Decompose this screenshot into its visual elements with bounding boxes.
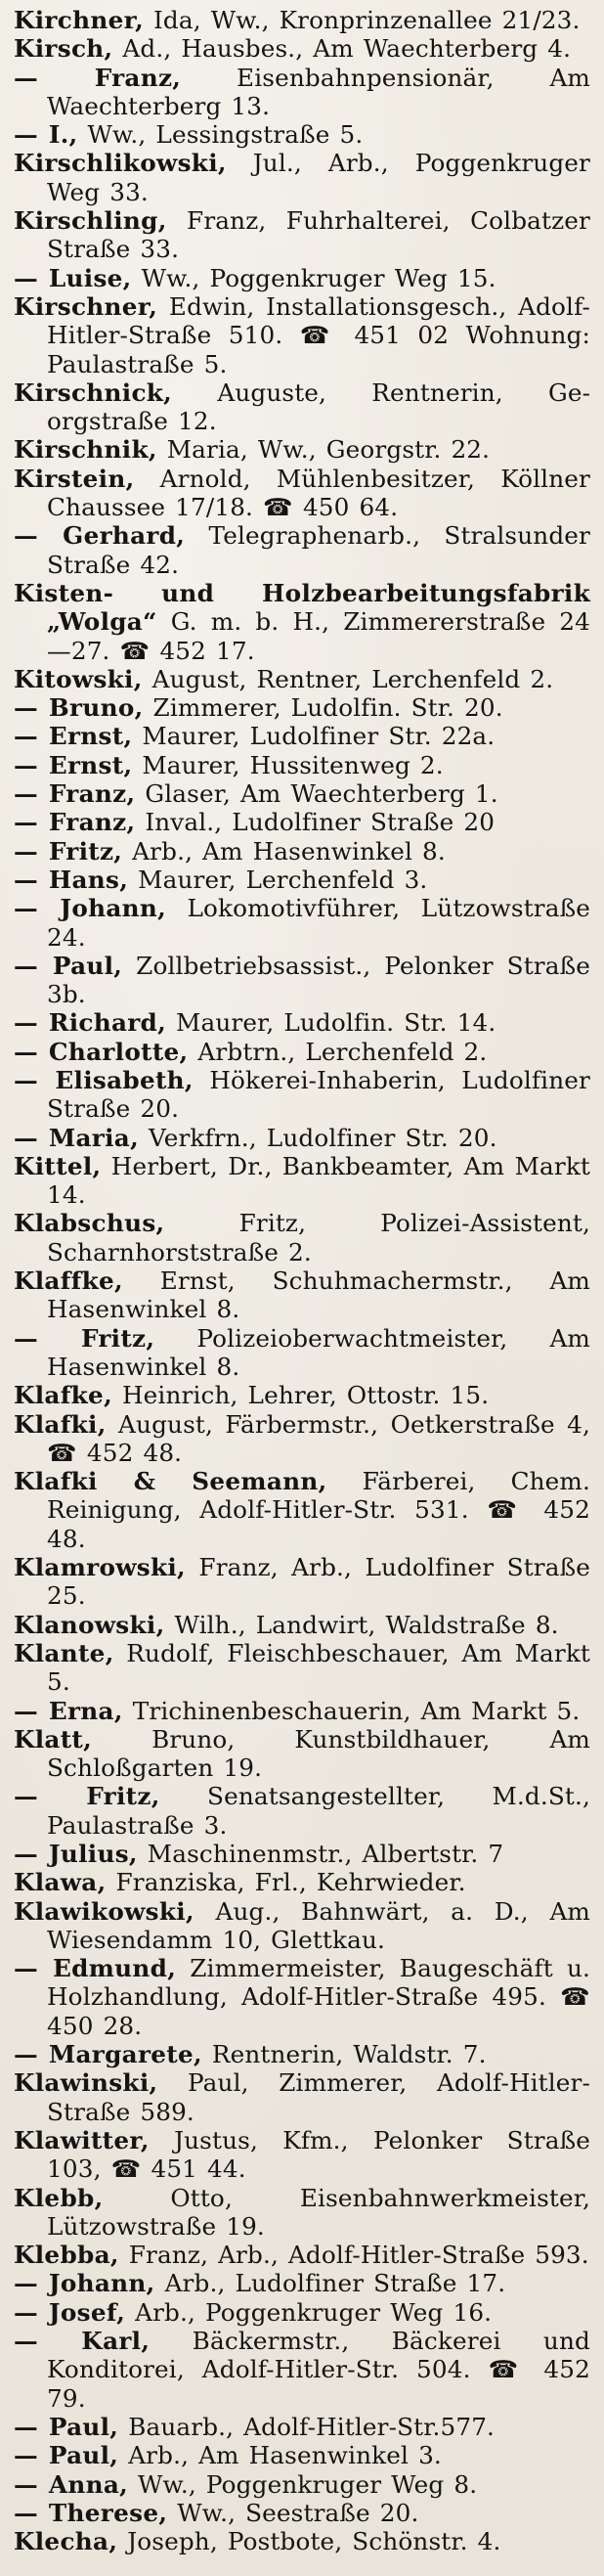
- entry-details: Bäckermstr., Bäckerei und Konditorei, Adolf-Hitler-Str. 504. ☎ 452 79.: [47, 2327, 590, 2413]
- entry-name: — Franz,: [14, 779, 136, 809]
- entry-name: Kirstein,: [14, 464, 135, 493]
- entry-name: Klafki & Seemann,: [14, 1467, 327, 1496]
- entry-name: Klatt,: [14, 1724, 93, 1754]
- entry-name: Kittel,: [14, 1151, 102, 1180]
- directory-entry: [14, 1840, 590, 1868]
- entry-details: Franz, Fuhrhalterei, Colbatzer Straße 33.: [47, 206, 590, 264]
- entry-details: Edwin, Installationsgesch., Adolf-Hitler-Straße 510. ☎ 451 02 Wohnung: Paulastraße 5.: [47, 291, 590, 378]
- entry-details: Justus, Kfm., Pelonker Straße 103, ☎ 451 44.: [47, 2125, 590, 2184]
- entry-details: Rudolf, Fleischbeschauer, Am Markt 5.: [47, 1638, 590, 1697]
- entry-name: — Edmund,: [14, 1954, 177, 1983]
- entry-name: — Franz,: [14, 63, 182, 92]
- entry-details: Polizeioberwachtmeister, Am Hasenwinkel 8.: [47, 1323, 590, 1381]
- entry-details: Wilh., Landwirt, Waldstraße 8.: [164, 1610, 559, 1639]
- directory-entry: [14, 1611, 590, 1639]
- directory-entry: [14, 2040, 590, 2068]
- directory-entry: [14, 149, 590, 206]
- directory-entry: [14, 1266, 590, 1324]
- entry-name: — Karl,: [14, 2327, 151, 2356]
- entry-details: Ernst, Schuhmachermstr., Am Hasenwinkel 8.: [47, 1266, 590, 1324]
- entry-name: — Anna,: [14, 2469, 129, 2499]
- entry-details: Inval., Ludolfiner Straße 20: [135, 808, 496, 837]
- directory-entry: [14, 665, 590, 693]
- entry-name: Klafki,: [14, 1409, 107, 1439]
- entry-name: — Franz,: [14, 808, 136, 837]
- entry-details: Trichinenbeschauerin, Am Markt 5.: [122, 1696, 581, 1725]
- directory-entry: [14, 521, 590, 579]
- entry-details: Ww., Poggenkruger Weg 8.: [128, 2469, 478, 2499]
- entry-details: Arb., Am Hasenwinkel 3.: [118, 2441, 442, 2470]
- entry-details: Ad., Hausbes., Am Waechterberg 4.: [112, 34, 572, 64]
- directory-entry: [14, 1008, 590, 1037]
- directory-entry: [14, 693, 590, 722]
- entry-name: — Fritz,: [14, 1323, 155, 1353]
- entry-details: Ida, Ww., Kronprinzenallee 21/23.: [143, 6, 581, 34]
- entry-details: Fritz, Polizei-Assistent, Scharnhorststraße 2.: [47, 1209, 590, 1266]
- entry-details: Maurer, Lerchenfeld 3.: [128, 865, 428, 894]
- entry-details: Glaser, Am Waechterberg 1.: [135, 779, 498, 809]
- directory-entry: [14, 64, 590, 121]
- entry-details: Otto, Eisenbahnwerkmeister, Lützowstraße 19.: [47, 2183, 590, 2241]
- entry-name: — Josef,: [14, 2297, 126, 2327]
- entry-details: Hökerei-Inhaberin, Ludolfiner Straße 20.: [47, 1065, 590, 1124]
- entry-details: Joseph, Postbote, Schönstr. 4.: [117, 2527, 501, 2556]
- entry-details: Zimmerer, Ludolfin. Str. 20.: [143, 693, 503, 723]
- entry-name: — Johann,: [14, 2269, 155, 2298]
- entry-name: Klebba,: [14, 2241, 119, 2270]
- directory-entry: [14, 1381, 590, 1409]
- directory-entry: [14, 2126, 590, 2184]
- directory-entry: [14, 1038, 590, 1066]
- entry-details: Rentnerin, Waldstr. 7.: [201, 2040, 487, 2069]
- directory-entry: [14, 808, 590, 836]
- entry-name: Klawa,: [14, 1868, 107, 1897]
- entry-details: Maurer, Ludolfin. Str. 14.: [166, 1008, 496, 1038]
- directory-entry: [14, 2184, 590, 2242]
- directory-entry: [14, 1725, 590, 1783]
- directory-entry: [14, 2470, 590, 2499]
- directory-entry: [14, 1324, 590, 1382]
- entry-name: Klecha,: [14, 2527, 118, 2556]
- entry-name: Kirschlikowski,: [14, 149, 227, 178]
- entry-details: Maria, Ww., Georgstr. 22.: [156, 435, 491, 465]
- entry-details: Ww., Lessingstraße 5.: [77, 120, 364, 150]
- entry-name: — Gerhard,: [14, 521, 186, 551]
- entry-name: Kirschnick,: [14, 378, 173, 407]
- entry-name: Kisten- und Holzbearbeitungsfabrik „Wolga“: [14, 578, 590, 637]
- directory-entry: [14, 1467, 590, 1553]
- entry-name: — Fritz,: [14, 836, 123, 866]
- entry-name: Klebb,: [14, 2183, 104, 2212]
- entry-details: Senatsangestellter, M.d.St., Paulastraße 3.: [47, 1782, 590, 1840]
- directory-entry: [14, 2298, 590, 2327]
- directory-entry: [14, 866, 590, 894]
- entry-name: Klaffke,: [14, 1266, 123, 1296]
- directory-entries: [14, 6, 590, 2555]
- entry-details: Ww., Poggenkruger Weg 15.: [131, 263, 496, 292]
- entry-name: Klanowski,: [14, 1610, 165, 1639]
- entry-details: Verkfrn., Ludolfiner Str. 20.: [138, 1123, 497, 1152]
- entry-name: — Fritz,: [14, 1782, 160, 1811]
- directory-entry: [14, 779, 590, 808]
- directory-entry: [14, 1868, 590, 1896]
- entry-details: Zollbetriebsassist., Pelonker Straße 3b.: [47, 951, 590, 1009]
- directory-entry: [14, 34, 590, 63]
- entry-name: Klawikowski,: [14, 1896, 194, 1926]
- entry-name: — I.,: [14, 120, 78, 150]
- directory-entry: [14, 1553, 590, 1611]
- entry-details: Arnold, Mühlenbesitzer, Köllner Chaussee 17/18. ☎ 450 64.: [47, 464, 590, 522]
- entry-details: August, Färbermstr., Oetkerstraße 4, ☎ 452 48.: [47, 1409, 590, 1467]
- entry-name: — Maria,: [14, 1123, 139, 1152]
- directory-entry: [14, 579, 590, 665]
- entry-name: — Elisabeth,: [14, 1065, 194, 1094]
- entry-name: Kirschling,: [14, 206, 167, 236]
- directory-entry: [14, 465, 590, 522]
- directory-entry: [14, 2241, 590, 2269]
- entry-name: Kirsch,: [14, 34, 113, 64]
- entry-details: Franziska, Frl., Kehrwieder.: [106, 1868, 466, 1897]
- directory-entry: [14, 1954, 590, 2040]
- entry-name: — Julius,: [14, 1840, 138, 1868]
- entry-details: Zimmermeister, Baugeschäft u. Holzhandlung, Adolf-Hitler-Straße 495. ☎ 450 28.: [47, 1954, 590, 2040]
- entry-name: — Ernst,: [14, 750, 133, 779]
- entry-details: G. m. b. H., Zimmererstraße 24—27. ☎ 452 17.: [47, 607, 590, 665]
- entry-details: Bruno, Kunstbildhauer, Am Schloßgarten 19.: [47, 1724, 590, 1783]
- entry-details: Heinrich, Lehrer, Ottostr. 15.: [111, 1381, 490, 1410]
- entry-details: Arb., Ludolfiner Straße 17.: [154, 2269, 506, 2298]
- entry-details: Arbtrn., Lerchenfeld 2.: [188, 1037, 488, 1066]
- directory-entry: [14, 952, 590, 1009]
- directory-entry: [14, 2499, 590, 2527]
- entry-name: Klante,: [14, 1638, 114, 1667]
- directory-entry: [14, 378, 590, 436]
- entry-name: Kitowski,: [14, 664, 143, 693]
- directory-entry: [14, 1697, 590, 1725]
- entry-details: Aug., Bahnwärt, a. D., Am Wiesendamm 10, Glettkau.: [47, 1896, 590, 1954]
- entry-name: — Paul,: [14, 2441, 119, 2470]
- entry-name: Klafke,: [14, 1381, 112, 1410]
- entry-details: Arb., Am Hasenwinkel 8.: [122, 836, 446, 866]
- entry-name: — Luise,: [14, 263, 132, 292]
- entry-name: — Paul,: [14, 951, 123, 980]
- directory-entry: [14, 1209, 590, 1266]
- entry-name: — Paul,: [14, 2412, 119, 2441]
- directory-entry: [14, 1410, 590, 1468]
- directory-entry: [14, 2068, 590, 2126]
- directory-entry: [14, 2413, 590, 2441]
- directory-entry: [14, 1639, 590, 1697]
- directory-entry: [14, 6, 590, 34]
- entry-name: — Richard,: [14, 1008, 167, 1038]
- directory-entry: [14, 2441, 590, 2469]
- directory-entry: [14, 1152, 590, 1210]
- directory-entry: [14, 837, 590, 866]
- entry-details: Färberei, Chem. Reinigung, Adolf-Hitler-Str. 531. ☎ 452 48.: [47, 1467, 590, 1553]
- directory-entry: [14, 206, 590, 264]
- directory-entry: [14, 1897, 590, 1955]
- directory-entry: [14, 751, 590, 779]
- entry-name: — Bruno,: [14, 693, 144, 723]
- entry-details: Maurer, Hussitenweg 2.: [132, 750, 444, 779]
- entry-details: Herbert, Dr., Bankbeamter, Am Markt 14.: [47, 1151, 590, 1210]
- directory-entry: [14, 1066, 590, 1124]
- directory-entry: [14, 1124, 590, 1152]
- entry-details: Eisenbahnpensionär, Am Waechterberg 13.: [47, 63, 590, 120]
- entry-details: Jul., Arb., Poggenkruger Weg 33.: [47, 149, 590, 206]
- entry-name: — Ernst,: [14, 722, 133, 751]
- entry-name: — Charlotte,: [14, 1037, 189, 1066]
- entry-details: Bauarb., Adolf-Hitler-Str.577.: [118, 2412, 496, 2441]
- directory-entry: [14, 2269, 590, 2297]
- entry-details: Telegraphenarb., Stralsunder Straße 42.: [47, 521, 591, 579]
- directory-entry: [14, 722, 590, 750]
- entry-name: — Therese,: [14, 2498, 168, 2527]
- entry-name: — Margarete,: [14, 2040, 202, 2069]
- entry-details: Franz, Arb., Ludolfiner Straße 25.: [47, 1553, 590, 1611]
- entry-details: Lokomotivführer, Lützowstraße 24.: [47, 894, 590, 952]
- entry-name: Kirschnik,: [14, 435, 157, 465]
- entry-details: Franz, Arb., Adolf-Hitler-Straße 593.: [118, 2241, 589, 2270]
- directory-entry: [14, 264, 590, 292]
- directory-entry: [14, 120, 590, 149]
- entry-name: Klawinski,: [14, 2068, 158, 2098]
- entry-details: Paul, Zimmerer, Adolf-Hitler-Straße 589.: [47, 2068, 590, 2126]
- directory-entry: [14, 292, 590, 378]
- entry-name: — Johann,: [14, 894, 167, 923]
- entry-details: Arb., Poggenkruger Weg 16.: [125, 2297, 493, 2327]
- directory-entry: [14, 2327, 590, 2413]
- entry-name: Klamrowski,: [14, 1553, 186, 1582]
- entry-name: — Erna,: [14, 1696, 123, 1725]
- entry-details: Maurer, Ludolfiner Str. 22a.: [132, 722, 496, 751]
- entry-details: Ww., Seestraße 20.: [167, 2498, 419, 2527]
- entry-name: — Hans,: [14, 865, 129, 894]
- entry-name: Klawitter,: [14, 2125, 150, 2154]
- directory-entry: [14, 1782, 590, 1840]
- directory-entry: [14, 2527, 590, 2555]
- directory-entry: [14, 894, 590, 952]
- entry-details: Auguste, Rentnerin, Georgstraße 12.: [47, 378, 590, 436]
- entry-name: Kirchner,: [14, 6, 144, 34]
- entry-details: August, Rentner, Lerchenfeld 2.: [142, 664, 554, 693]
- entry-details: Maschinenmstr., Albertstr. 7: [137, 1840, 504, 1868]
- entry-name: Klabschus,: [14, 1209, 165, 1238]
- entry-name: Kirschner,: [14, 291, 158, 321]
- directory-entry: [14, 435, 590, 464]
